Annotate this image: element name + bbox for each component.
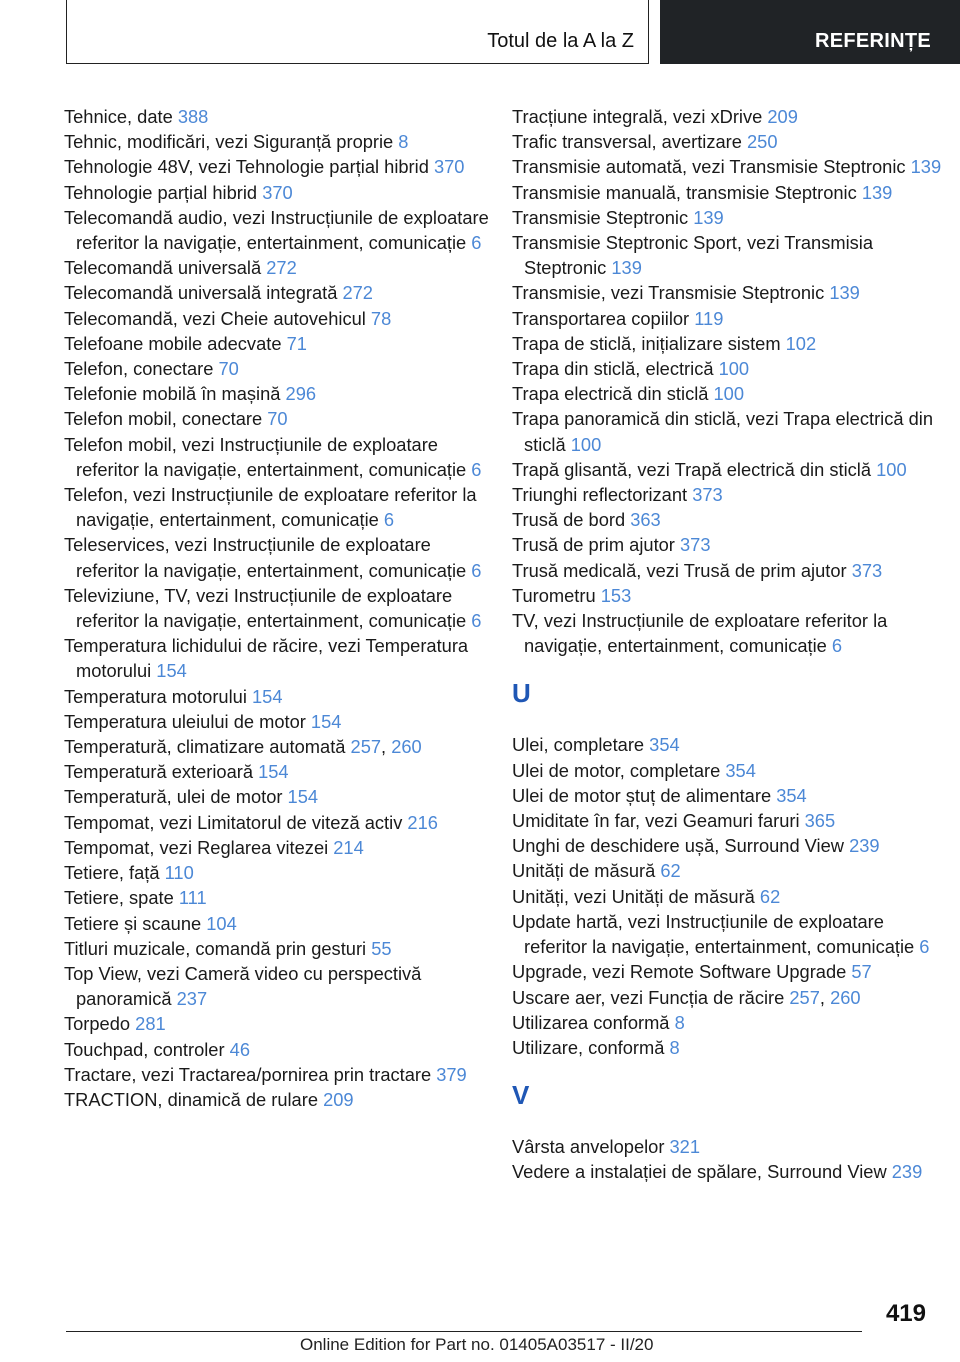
index-term: Telefon mobil, vezi Instrucțiunile de exploatare referitor la navigație, entertainment, comunicație <box>64 433 472 480</box>
index-entry <box>64 532 494 582</box>
index-term: Trapa panoramică din sticlă, vezi Trapa electrică din sticlă <box>512 408 934 455</box>
index-entry <box>64 810 494 835</box>
page-reference-link[interactable]: 6 <box>471 610 482 632</box>
page-reference-link[interactable]: 239 <box>891 1161 923 1183</box>
index-entry <box>64 835 494 860</box>
page-reference-link[interactable]: 373 <box>692 484 723 506</box>
index-term: Vârsta anvelopelor <box>512 1136 670 1158</box>
index-entry <box>64 154 494 179</box>
page-reference-link[interactable]: 6 <box>919 936 930 958</box>
index-entry <box>64 1062 494 1087</box>
page-reference-link[interactable]: 119 <box>694 307 724 329</box>
page-reference-link[interactable]: 8 <box>398 131 409 153</box>
page-reference-link[interactable]: 62 <box>759 885 781 907</box>
index-term: Unități, vezi Unități de măsură <box>512 885 760 907</box>
section-letter: V <box>512 1080 530 1111</box>
page-reference-link[interactable]: 354 <box>776 784 807 806</box>
index-term: Telefoane mobile adecvate <box>64 332 287 354</box>
index-entry <box>512 783 942 808</box>
index-entry <box>512 1035 942 1060</box>
index-entry <box>512 1159 942 1184</box>
page-reference-link[interactable]: 111 <box>178 887 207 909</box>
index-entry <box>512 608 942 658</box>
index-term: Tetiere, spate <box>64 887 179 909</box>
page-reference-link[interactable]: 6 <box>831 635 843 657</box>
index-term: Update hartă, vezi Instrucțiunile de exploatare referitor la navigație, entertainment, comunicație <box>512 910 920 958</box>
index-term: Trapa de sticlă, inițializare sistem <box>512 332 786 354</box>
page-reference-link[interactable]: 257 <box>350 736 382 758</box>
index-term: Trapa electrică din sticlă <box>512 383 714 405</box>
index-entry <box>512 909 942 959</box>
index-term: Tetiere și scaune <box>64 912 207 934</box>
index-term: Titluri muzicale, comandă prin gesturi <box>64 937 372 959</box>
index-term: Telecomandă audio, vezi Instrucțiunile de exploatare referitor la navigație, entertainment, comunicație <box>64 206 489 254</box>
index-term: Tehnice, date <box>64 106 178 127</box>
index-entry <box>64 129 494 154</box>
index-term: Uscare aer, vezi Funcția de răcire <box>512 986 790 1008</box>
index-term: Transmisie, vezi Transmisie Steptronic <box>512 282 830 304</box>
page-reference-link[interactable]: 100 <box>718 358 750 380</box>
page-reference-link[interactable]: 239 <box>849 835 880 857</box>
index-term: Telecomandă universală <box>64 257 267 279</box>
page-reference-link[interactable]: 55 <box>371 937 392 959</box>
index-term: Televiziune, TV, vezi Instrucțiunile de exploatare referitor la navigație, entertainment, comunicație <box>64 584 472 632</box>
page-reference-link[interactable]: 110 <box>164 862 194 884</box>
index-entry <box>64 104 494 129</box>
index-term: Temperatura motorului <box>64 685 252 707</box>
index-term: Turometru <box>512 584 601 606</box>
index-entry <box>512 356 942 381</box>
page-reference-link[interactable]: 250 <box>747 131 778 153</box>
page-reference-link[interactable]: 104 <box>206 912 237 934</box>
index-entry: Temperatură, climatizare automată 257, 260 <box>64 736 422 758</box>
page-reference-link[interactable]: 296 <box>285 383 317 405</box>
index-term: Touchpad, controler <box>64 1038 230 1060</box>
index-entry <box>512 457 942 482</box>
index-entry <box>512 507 942 532</box>
page-reference-link[interactable]: 260 <box>830 986 861 1008</box>
page-reference-link[interactable]: 260 <box>391 736 422 758</box>
index-term: Temperatură exterioară <box>64 761 259 783</box>
page-reference-link[interactable]: 321 <box>669 1136 701 1158</box>
footer-edition: Online Edition for Part no. 01405A03517 - II/20 <box>300 1335 654 1354</box>
page-reference-link[interactable]: 6 <box>383 509 395 531</box>
index-entry <box>512 1134 942 1159</box>
page-reference-link[interactable]: 257 <box>789 986 820 1008</box>
index-entry <box>64 1087 494 1112</box>
index-term: Trapă glisantă, vezi Trapă electrică din sticlă <box>512 458 877 480</box>
index-term: Upgrade, vezi Remote Software Upgrade <box>512 961 852 983</box>
page-reference-link[interactable]: 154 <box>287 786 319 808</box>
index-entry <box>64 205 494 255</box>
index-entry <box>64 633 494 683</box>
index-term: Unghi de deschidere ușă, Surround View <box>512 835 850 857</box>
page-reference-link[interactable]: 354 <box>649 734 680 756</box>
index-term: TV, vezi Instrucțiunile de exploatare referitor la navigație, entertainment, comunicație <box>512 610 888 657</box>
index-entry <box>64 1037 494 1062</box>
page-reference-link[interactable]: 78 <box>370 307 392 329</box>
index-term: Telecomandă, vezi Cheie autovehicul <box>64 307 371 329</box>
index-term: Torpedo <box>64 1013 136 1035</box>
index-term: Ulei de motor ștuț de alimentare <box>512 784 777 806</box>
index-entry <box>512 833 942 858</box>
page-reference-link[interactable]: 281 <box>135 1013 166 1035</box>
index-term: Telefon mobil, conectare <box>64 408 268 430</box>
index-entry <box>64 759 494 784</box>
index-term: Transmisie manuală, transmisie Steptronic <box>512 181 862 203</box>
index-entry <box>64 356 494 381</box>
index-term: Tehnologie 48V, vezi Tehnologie parțial hibrid <box>64 156 434 178</box>
index-entry <box>64 180 494 205</box>
page-reference-link[interactable]: 6 <box>471 559 482 581</box>
section-letter: U <box>512 678 531 709</box>
index-term: Tempomat, vezi Limitatorul de viteză activ <box>64 811 408 833</box>
page-reference-link[interactable]: 8 <box>674 1011 685 1033</box>
index-term: Teleservices, vezi Instrucțiunile de exploatare referitor la navigație, entertainment, comunicație <box>64 534 472 581</box>
index-term: Ulei, completare <box>512 734 650 756</box>
page-reference-link[interactable]: 6 <box>471 458 482 480</box>
index-term: Tehnic, modificări, vezi Siguranță proprie <box>64 131 399 153</box>
header-section-tab <box>660 0 960 64</box>
index-entry <box>64 255 494 280</box>
page-reference-link[interactable]: 46 <box>229 1038 250 1060</box>
index-entry <box>64 911 494 936</box>
index-term: Trusă de bord <box>512 509 631 531</box>
index-term: Trusă medicală, vezi Trusă de prim ajutor <box>512 559 852 581</box>
index-entry <box>64 684 494 709</box>
index-entry <box>64 709 494 734</box>
page-reference-link[interactable]: 8 <box>669 1036 680 1058</box>
index-term: Telefonie mobilă în mașină <box>64 383 286 405</box>
index-entry <box>64 936 494 961</box>
index-term: Temperatura uleiului de motor <box>64 710 311 732</box>
page-reference-link[interactable]: 272 <box>342 282 373 304</box>
page-reference-link[interactable]: 62 <box>660 860 681 882</box>
index-entry <box>64 331 494 356</box>
index-term: Trusă de prim ajutor <box>512 534 680 556</box>
index-entry <box>512 959 942 984</box>
index-term: Telefon, conectare <box>64 358 219 380</box>
page-reference-link[interactable]: 139 <box>611 257 642 279</box>
page-reference-link[interactable]: 379 <box>436 1063 467 1085</box>
page-reference-link[interactable]: 71 <box>286 332 307 354</box>
page-reference-link[interactable]: 209 <box>767 106 798 127</box>
index-term: Vedere a instalației de spălare, Surround View <box>512 1161 892 1183</box>
section-title: REFERINȚE <box>815 30 932 52</box>
index-term: Temperatura lichidului de răcire, vezi Temperatura motorului <box>64 635 469 682</box>
page-reference-link[interactable]: 370 <box>433 156 465 178</box>
index-entry <box>512 732 942 757</box>
page-reference-link[interactable]: 6 <box>471 232 482 254</box>
page-reference-link[interactable]: 70 <box>218 358 239 380</box>
page-reference-link[interactable]: 237 <box>176 988 208 1010</box>
index-entry <box>512 205 942 230</box>
index-term: Telecomandă universală integrată <box>64 282 343 304</box>
page-reference-link[interactable]: 102 <box>785 332 817 354</box>
page-reference-link[interactable]: 363 <box>630 509 661 531</box>
index-term: Tractare, vezi Tractarea/pornirea prin tractare <box>64 1063 437 1085</box>
index-term: Transmisie Steptronic <box>512 206 694 228</box>
page-reference-link[interactable]: 57 <box>851 961 872 983</box>
index-term: Transportarea copiilor <box>512 307 695 329</box>
page-reference-link[interactable]: 354 <box>725 759 756 781</box>
page-reference-link[interactable]: 139 <box>910 156 942 178</box>
page-reference-link[interactable]: 153 <box>600 584 632 606</box>
index-entry <box>512 280 942 305</box>
index-term: Tehnologie parțial hibrid <box>64 181 263 203</box>
index-entry: Uscare aer, vezi Funcția de răcire 257, 260 <box>512 986 861 1008</box>
index-term: Utilizarea conformă <box>512 1011 675 1033</box>
page-reference-link[interactable]: 154 <box>156 660 187 682</box>
page-reference-link[interactable]: 216 <box>407 811 438 833</box>
header-chapter-tab <box>66 0 649 64</box>
index-entry <box>512 558 942 583</box>
page-reference-link[interactable]: 100 <box>713 383 745 405</box>
page-reference-link[interactable]: 154 <box>258 761 289 783</box>
index-entry <box>512 884 942 909</box>
index-term: Top View, vezi Cameră video cu perspectivă panoramică <box>64 962 422 1010</box>
index-term: Tracțiune integrală, vezi xDrive <box>512 106 768 127</box>
index-term: Temperatură, ulei de motor <box>64 786 288 808</box>
index-entry <box>512 331 942 356</box>
index-entry <box>512 482 942 507</box>
page-reference-link[interactable]: 370 <box>262 181 293 203</box>
index-term: Trafic transversal, avertizare <box>512 131 748 153</box>
footer-divider <box>66 1331 862 1332</box>
index-entry <box>64 406 494 431</box>
index-entry <box>512 230 942 280</box>
index-term: TRACTION, dinamică de rulare <box>64 1088 324 1110</box>
page-reference-link[interactable]: 388 <box>177 106 209 127</box>
index-term: Trapa din sticlă, electrică <box>512 358 719 380</box>
index-entry <box>512 808 942 833</box>
page-reference-link[interactable]: 373 <box>679 534 711 556</box>
index-term: Transmisie automată, vezi Transmisie Steptronic <box>512 156 911 178</box>
index-term: Ulei de motor, completare <box>512 759 726 781</box>
page-reference-link[interactable]: 139 <box>829 282 860 304</box>
index-column-left <box>64 104 494 1112</box>
page-reference-link[interactable]: 373 <box>851 559 883 581</box>
index-term: Temperatură, climatizare automată <box>64 736 351 758</box>
index-entry <box>64 280 494 305</box>
index-entry <box>64 784 494 809</box>
index-entry <box>64 583 494 633</box>
page-reference-link[interactable]: 365 <box>804 810 836 832</box>
index-entry <box>512 306 942 331</box>
page-reference-link[interactable]: 154 <box>251 685 283 707</box>
index-entry <box>512 583 942 608</box>
page-reference-link[interactable]: 100 <box>876 458 907 480</box>
index-entry <box>64 432 494 482</box>
index-term: Utilizare, conformă <box>512 1036 670 1058</box>
index-entry <box>512 180 942 205</box>
index-column-right <box>512 104 942 1185</box>
page-reference-link[interactable]: 100 <box>570 433 602 455</box>
index-entry <box>512 858 942 883</box>
index-term: Umiditate în far, vezi Geamuri faruri <box>512 810 805 832</box>
index-entry <box>512 406 942 456</box>
index-entry <box>512 381 942 406</box>
index-entry <box>512 129 942 154</box>
page-reference-link[interactable]: 139 <box>693 206 724 228</box>
index-entry <box>64 860 494 885</box>
page-reference-link[interactable]: 139 <box>861 181 893 203</box>
index-term: Triunghi reflectorizant <box>512 484 693 506</box>
page-reference-link[interactable]: 154 <box>310 710 342 732</box>
index-entry <box>64 1011 494 1036</box>
index-term: Telefon, vezi Instrucțiunile de exploatare referitor la navigație, entertainment, comunicație <box>64 484 477 531</box>
index-entry <box>512 532 942 557</box>
page-reference-link[interactable]: 70 <box>267 408 288 430</box>
index-entry <box>64 961 494 1011</box>
page-reference-link[interactable]: 272 <box>266 257 297 279</box>
index-term: Transmisie Steptronic Sport, vezi Transmisia Steptronic <box>512 232 874 279</box>
page-reference-link[interactable]: 214 <box>333 836 364 858</box>
index-entry <box>64 381 494 406</box>
index-entry <box>512 154 942 179</box>
index-entry <box>512 758 942 783</box>
index-entry <box>64 885 494 910</box>
index-entry <box>512 1010 942 1035</box>
page-reference-link[interactable]: 209 <box>323 1088 354 1110</box>
chapter-title: Totul de la A la Z <box>487 30 634 52</box>
index-term: Tempomat, vezi Reglarea vitezei <box>64 836 334 858</box>
index-entry <box>512 104 942 129</box>
index-term: Unități de măsură <box>512 860 661 882</box>
index-term: Tetiere, față <box>64 862 165 884</box>
index-entry <box>64 482 494 532</box>
index-entry <box>64 306 494 331</box>
page-number: 419 <box>885 1300 926 1327</box>
